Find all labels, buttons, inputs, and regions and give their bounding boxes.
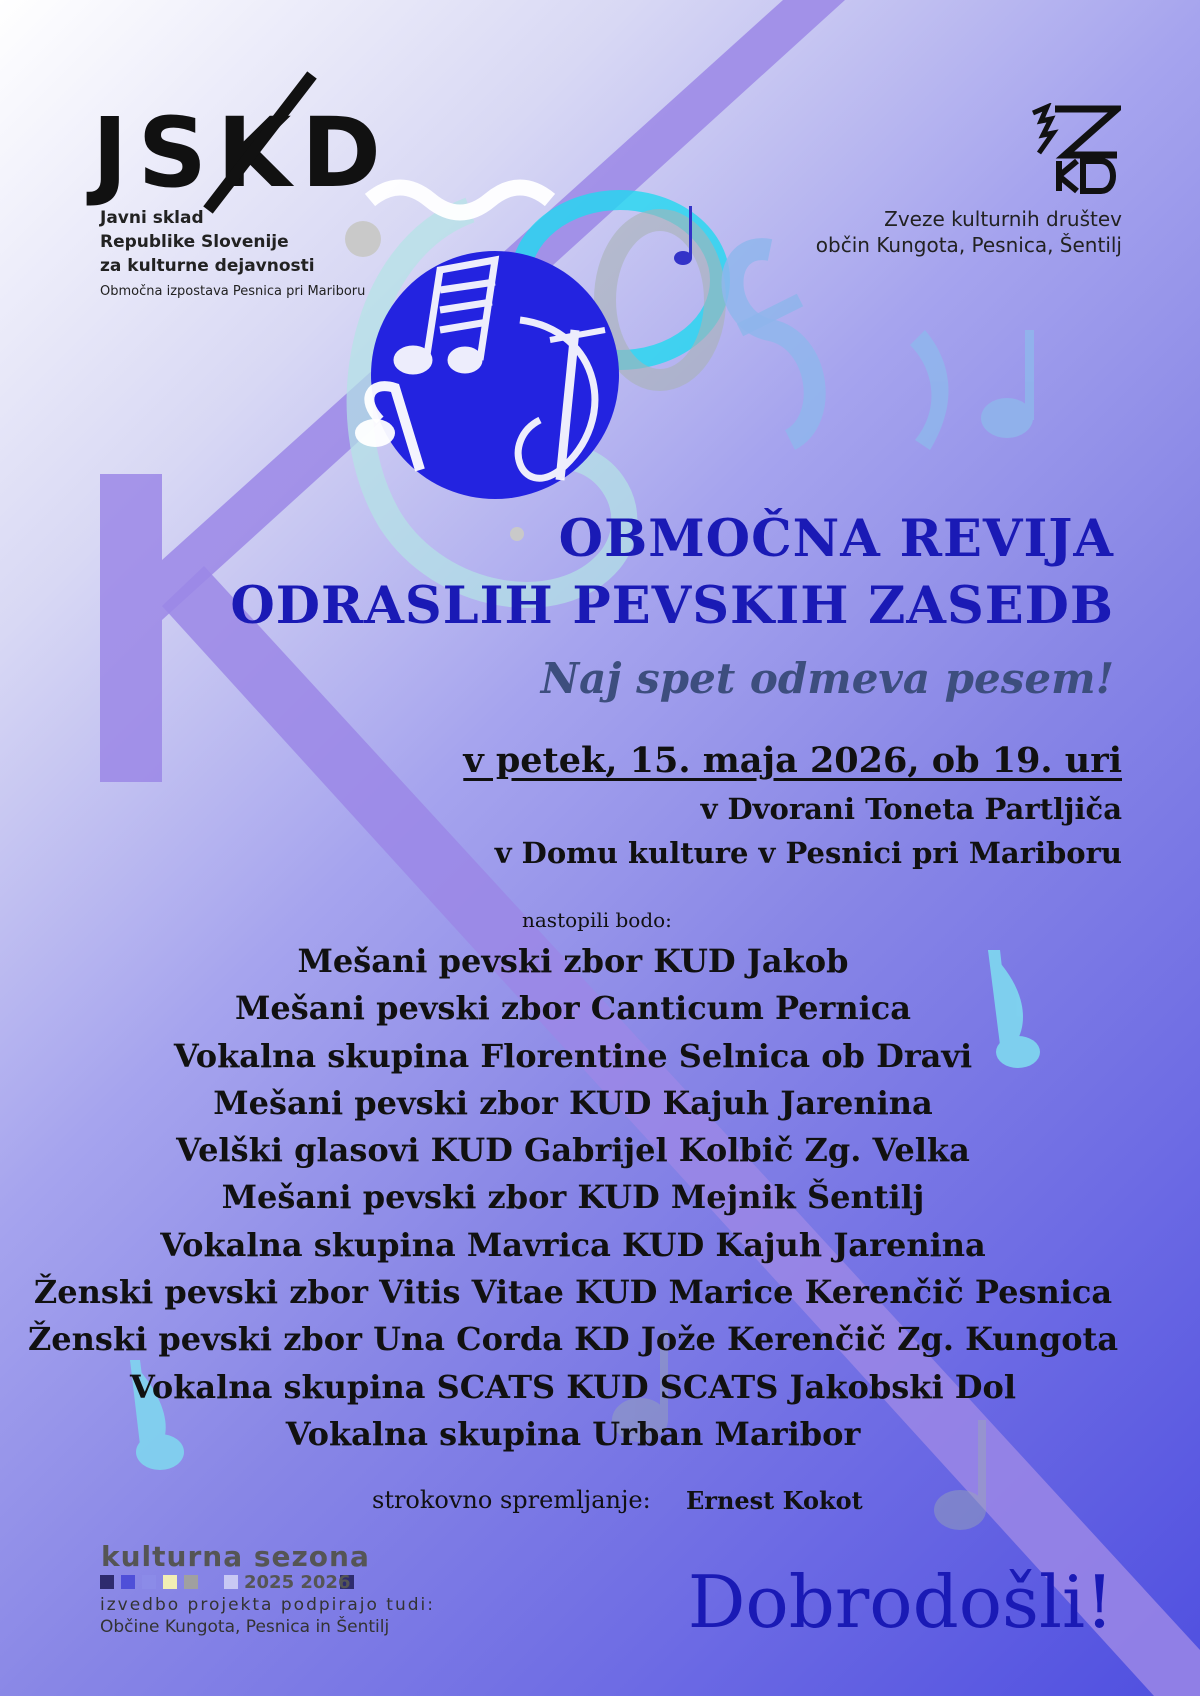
- season-square: [163, 1575, 177, 1589]
- season-square: [142, 1575, 156, 1589]
- performer-item: Ženski pevski zbor Una Corda KD Jože Kerenčič Zg. Kungota: [27, 1320, 1119, 1359]
- grey-dot: [345, 221, 381, 257]
- event-title-line: OBMOČNA REVIJA: [558, 509, 1114, 569]
- performer-item: Mešani pevski zbor Canticum Pernica: [234, 989, 911, 1028]
- season-years: 2025 2026: [244, 1572, 351, 1593]
- event-date: v petek, 15. maja 2026, ob 19. uri: [463, 740, 1122, 781]
- event-slogan: Naj spet odmeva pesem!: [540, 654, 1114, 703]
- mentor-name: Ernest Kokot: [686, 1486, 863, 1515]
- season-square: [121, 1575, 135, 1589]
- zkd-line: občin Kungota, Pesnica, Šentilj: [815, 233, 1122, 257]
- performer-item: Vokalna skupina SCATS KUD SCATS Jakobski Dol: [130, 1367, 1016, 1406]
- zkd-line: Zveze kulturnih društev: [884, 207, 1122, 231]
- performer-item: Ženski pevski zbor Vitis Vitae KUD Marice Kerenčič Pesnica: [33, 1273, 1113, 1312]
- zkd-logo-icon: [1025, 103, 1121, 195]
- performer-item: Velški glasovi KUD Gabrijel Kolbič Zg. Velka: [176, 1131, 970, 1170]
- event-title-line: ODRASLIH PEVSKIH ZASEDB: [230, 576, 1114, 636]
- light-blue-note: [910, 330, 1034, 450]
- performer-item: Mešani pevski zbor KUD Jakob: [297, 942, 849, 980]
- support-municipalities: Občine Kungota, Pesnica in Šentilj: [100, 1617, 390, 1637]
- event-venue-hall: v Dvorani Toneta Partljiča: [700, 792, 1122, 826]
- season-title: kulturna sezona: [101, 1540, 370, 1573]
- jskd-line: Javni sklad: [100, 208, 204, 228]
- white-note-head: [355, 419, 395, 447]
- jskd-logo-text: JSKD: [92, 97, 391, 209]
- jskd-line: Republike Slovenije: [100, 232, 289, 252]
- performer-item: Vokalna skupina Mavrica KUD Kajuh Jarenina: [160, 1225, 986, 1264]
- zkd-name-block: [816, 206, 1122, 258]
- event-venue-building: v Domu kulture v Pesnici pri Mariboru: [494, 836, 1122, 870]
- jskd-branch: Območna izpostava Pesnica pri Mariboru: [100, 284, 366, 299]
- jskd-line: za kulturne dejavnosti: [100, 256, 315, 276]
- performers-list: [0, 938, 1146, 1458]
- light-blue-clef: [733, 249, 815, 440]
- event-title: [230, 506, 1114, 640]
- mentor-label: strokovno spremljanje:: [372, 1486, 651, 1514]
- jskd-name-block: [100, 206, 315, 278]
- k-letter-stem: [100, 474, 162, 782]
- performer-item: Vokalna skupina Florentine Selnica ob Dravi: [173, 1036, 973, 1075]
- blue-circle: [371, 251, 619, 499]
- season-square: [100, 1575, 114, 1589]
- performer-item: Mešani pevski zbor KUD Mejnik Šentilj: [221, 1178, 925, 1217]
- welcome-text: Dobrodošli!: [687, 1560, 1114, 1644]
- performers-label: nastopili bodo:: [522, 908, 672, 932]
- season-square: [224, 1575, 238, 1589]
- season-square: [184, 1575, 198, 1589]
- performer-item: Vokalna skupina Urban Maribor: [285, 1414, 861, 1453]
- support-text: izvedbo projekta podpirajo tudi:: [100, 1595, 435, 1615]
- performer-item: Mešani pevski zbor KUD Kajuh Jarenina: [213, 1083, 933, 1122]
